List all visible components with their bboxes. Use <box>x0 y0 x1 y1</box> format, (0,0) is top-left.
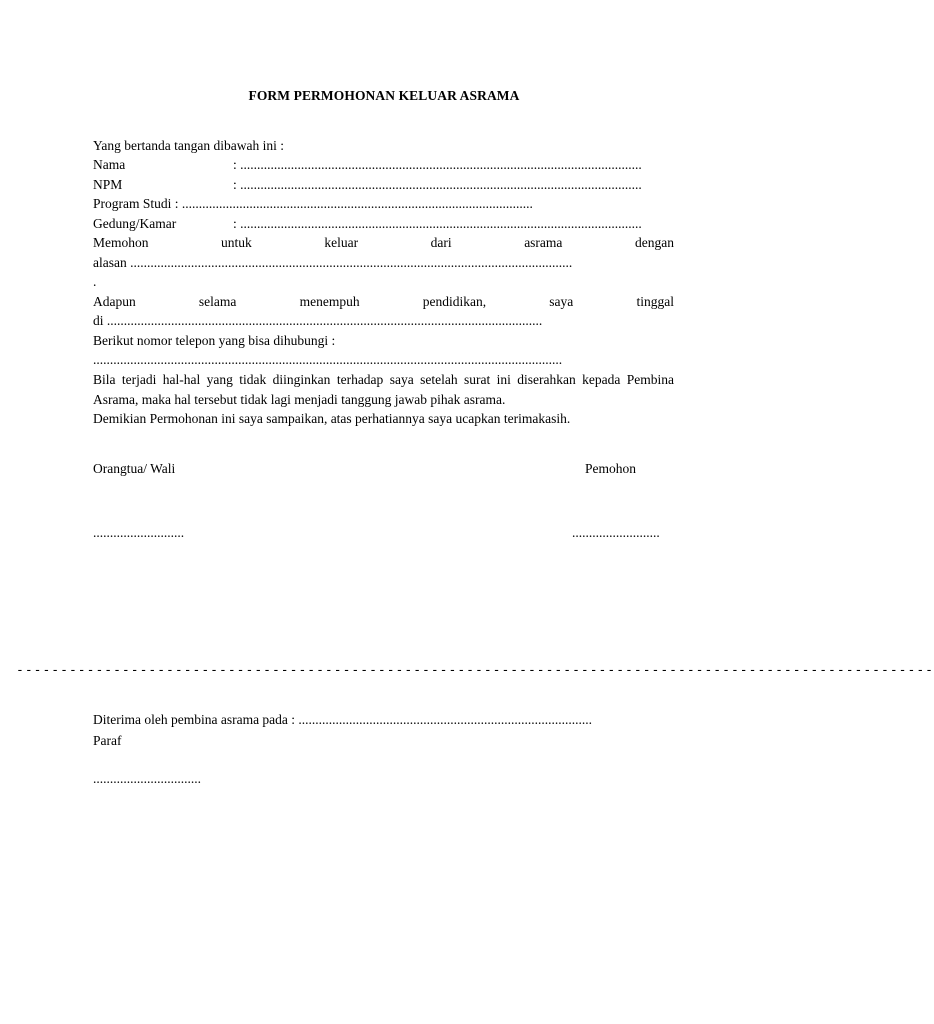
nama-field: : ....................................................................................................................... <box>233 157 642 172</box>
npm-field: : ....................................................................................................................... <box>233 177 642 192</box>
orangtua-signature-line: ........................... <box>93 525 185 540</box>
program-studi-row: Program Studi : ........................................................................................................ <box>93 196 533 211</box>
form-title: FORM PERMOHONAN KELUAR ASRAMA <box>248 88 520 103</box>
tinggal-word: saya <box>549 294 574 309</box>
cut-line: -------------------------------------------------------------------------------------------------------- <box>16 663 934 678</box>
paraf-signature-line: ................................ <box>93 771 201 786</box>
telepon-label: Berikut nomor telepon yang bisa dihubungi : <box>93 333 336 348</box>
gedung-kamar-field: : ....................................................................................................................... <box>233 216 642 231</box>
memohon-word: untuk <box>221 235 252 250</box>
tinggal-word: pendidikan, <box>422 294 487 309</box>
diterima-field: Diterima oleh pembina asrama pada : ....................................................................................... <box>93 712 593 727</box>
bila-paragraph: Bila terjadi hal-hal yang tidak diinginkan terhadap saya setelah surat ini diserahkan kepada Pembina Asrama, maka hal tersebut tidak lagi menjadi tanggung jawab pihak asrama. <box>93 372 674 407</box>
memohon-word: keluar <box>324 235 359 250</box>
intro-text: Yang bertanda tangan dibawah ini : <box>93 138 284 153</box>
alasan-field: alasan ................................................................................................................................... <box>93 255 573 270</box>
tinggal-word: menempuh <box>299 294 360 309</box>
tinggal-word: selama <box>198 294 237 309</box>
npm-label: NPM <box>93 177 123 192</box>
memohon-word: Memohon <box>93 235 149 250</box>
tinggal-line <box>93 294 674 310</box>
pemohon-label: Pemohon <box>585 461 637 476</box>
memohon-word: dengan <box>634 235 674 250</box>
tinggal-word: Adapun <box>93 294 136 309</box>
alamat-field: di ................................................................................................................................. <box>93 313 543 328</box>
gedung-kamar-label: Gedung/Kamar <box>93 216 177 231</box>
tinggal-word: tinggal <box>636 294 674 309</box>
memohon-word: asrama <box>524 235 563 250</box>
memohon-word: dari <box>430 235 452 250</box>
memohon-line <box>93 235 674 251</box>
paraf-label: Paraf <box>93 733 122 748</box>
nama-row <box>93 157 674 173</box>
alasan-period: . <box>93 274 97 289</box>
npm-row <box>93 177 674 193</box>
gedung-kamar-row <box>93 216 674 232</box>
pemohon-signature-line: .......................... <box>572 525 660 540</box>
nama-label: Nama <box>93 157 126 172</box>
telepon-field: ........................................................................................................................................... <box>93 352 563 367</box>
demikian-paragraph: Demikian Permohonan ini saya sampaikan, atas perhatiannya saya ucapkan terimakasih. <box>93 411 571 426</box>
orangtua-wali-label: Orangtua/ Wali <box>93 461 176 476</box>
